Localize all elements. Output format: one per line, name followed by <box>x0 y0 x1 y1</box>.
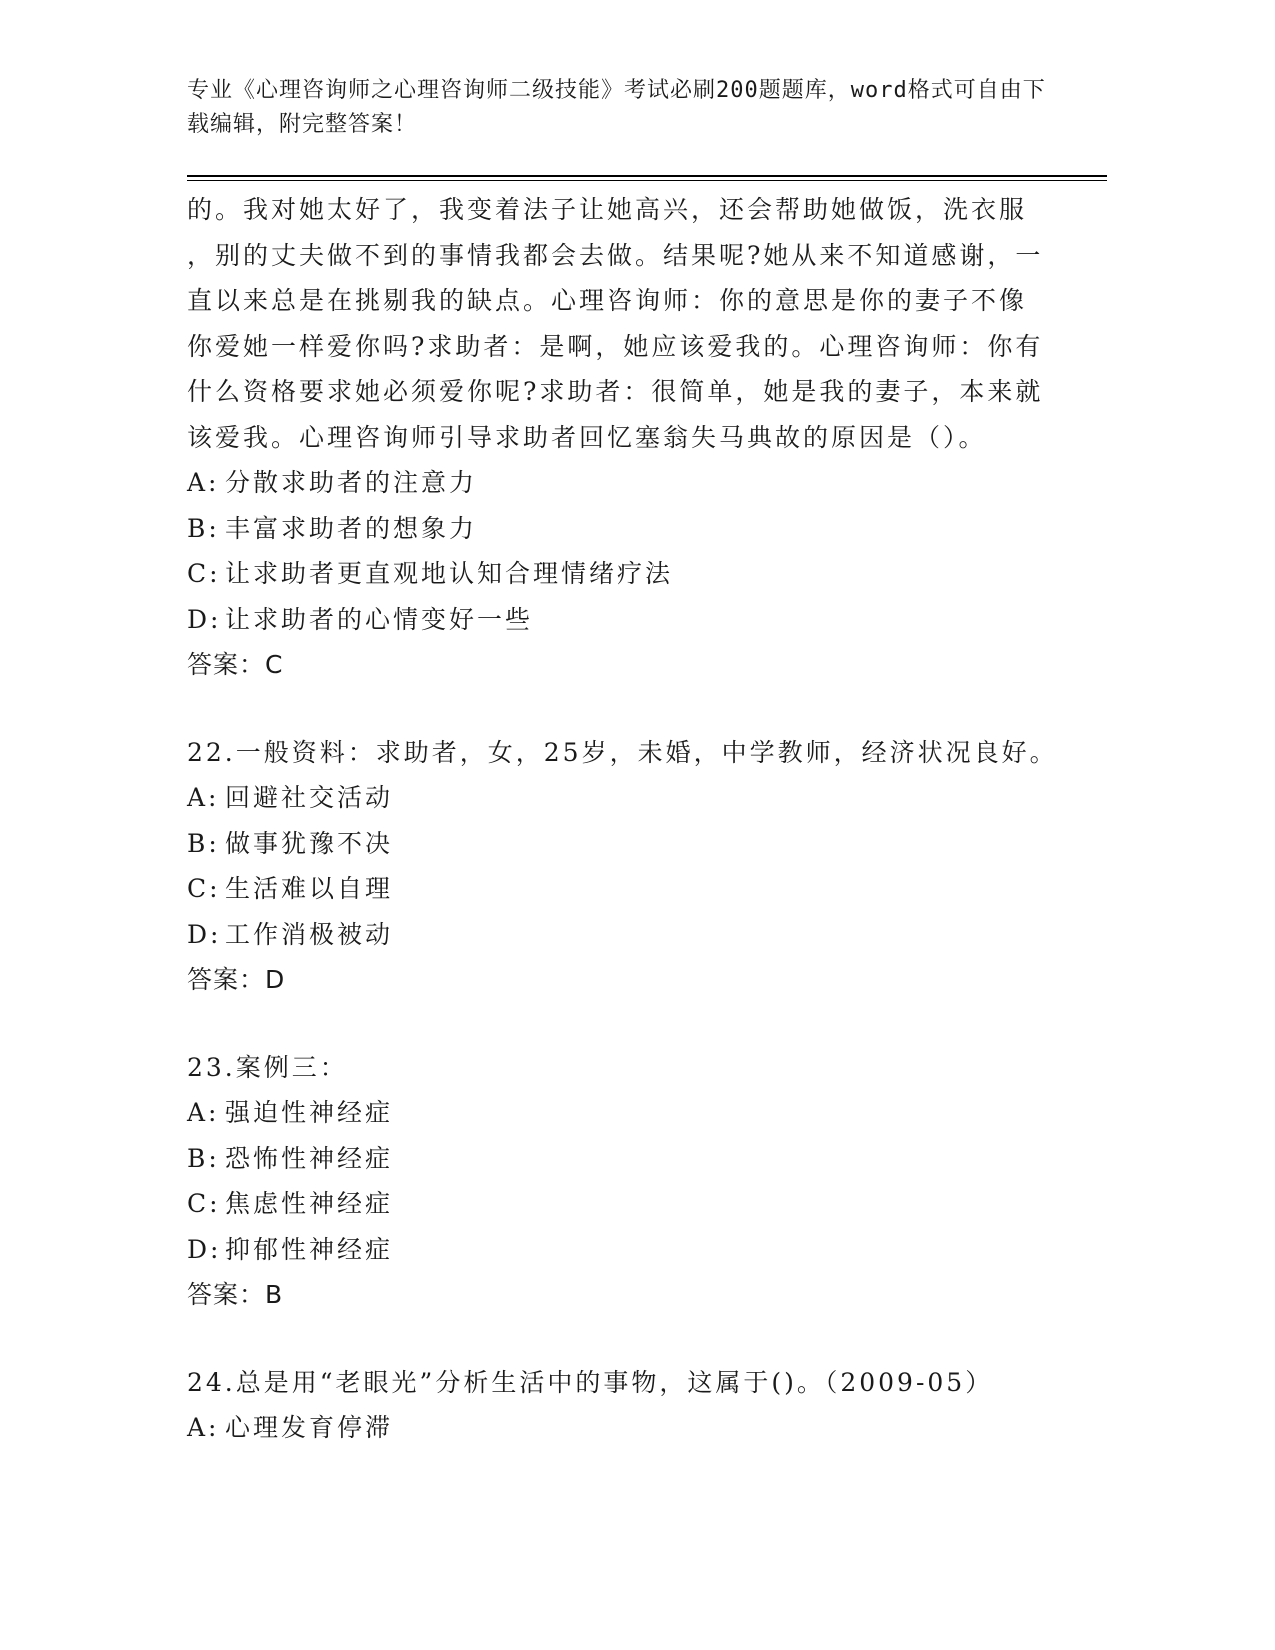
option-text: 让求助者的心情变好一些 <box>225 604 534 634</box>
option-text: 做事犹豫不决 <box>225 828 394 858</box>
question-text-line: 该爱我。心理咨询师引导求助者回忆塞翁失马典故的原因是（）。 <box>187 422 987 452</box>
option-text: 心理发育停滞 <box>225 1413 394 1442</box>
option-b <box>187 506 1087 552</box>
option-text: 恐怖性神经症 <box>225 1143 394 1173</box>
option-d <box>187 1227 1087 1273</box>
question-22 <box>187 730 1087 1003</box>
question-text-line: 直以来总是在挑剔我的缺点。心理咨询师：你的意思是你的妻子不像 <box>187 286 1028 315</box>
option-d <box>187 597 1087 643</box>
spacer <box>187 1003 1087 1045</box>
spacer <box>187 688 1087 730</box>
option-d <box>187 912 1087 958</box>
option-c <box>187 866 1087 912</box>
option-c <box>187 551 1087 597</box>
option-key: B: <box>187 828 220 858</box>
option-text: 焦虑性神经症 <box>225 1189 394 1218</box>
question-stem: 24.总是用“老眼光”分析生活中的事物，这属于()。（2009-05） <box>187 1367 994 1397</box>
option-key: A: <box>187 1098 220 1127</box>
question-23 <box>187 1045 1087 1318</box>
option-text: 强迫性神经症 <box>225 1098 394 1127</box>
question-text-line: 的。我对她太好了，我变着法子让她高兴，还会帮助她做饭，洗衣服 <box>187 195 1028 224</box>
option-text: 丰富求助者的想象力 <box>225 513 478 543</box>
question-text-line: 你爱她一样爱你吗?求助者：是啊，她应该爱我的。心理咨询师：你有 <box>187 331 1044 361</box>
answer-line: 答案：C <box>187 650 284 679</box>
answer-line: 答案：B <box>187 1280 284 1309</box>
option-a <box>187 1405 1087 1451</box>
spacer <box>187 1318 1087 1360</box>
answer-line: 答案：D <box>187 965 286 994</box>
option-key: A: <box>187 468 220 497</box>
option-text: 工作消极被动 <box>225 919 394 949</box>
question-text-line: 什么资格要求她必须爱你呢?求助者：很简单，她是我的妻子，本来就 <box>187 377 1044 406</box>
question-stem: 23.案例三： <box>187 1052 348 1082</box>
option-key: D: <box>187 604 222 634</box>
question-21-continuation <box>187 187 1087 688</box>
option-text: 生活难以自理 <box>225 874 394 903</box>
option-key: C: <box>187 874 221 903</box>
option-key: A: <box>187 1413 220 1442</box>
option-a <box>187 1090 1087 1136</box>
option-key: A: <box>187 783 220 812</box>
option-key: B: <box>187 1143 220 1173</box>
option-b <box>187 1136 1087 1182</box>
option-a <box>187 460 1087 506</box>
option-key: C: <box>187 1189 221 1218</box>
option-key: C: <box>187 559 221 588</box>
document-body <box>187 187 1087 1451</box>
option-b <box>187 821 1087 867</box>
header-divider-thick <box>187 175 1107 177</box>
header-divider-thin <box>187 180 1107 181</box>
question-24 <box>187 1360 1087 1451</box>
option-c <box>187 1181 1087 1227</box>
option-text: 让求助者更直观地认知合理情绪疗法 <box>225 559 674 588</box>
option-key: D: <box>187 919 222 949</box>
option-text: 分散求助者的注意力 <box>225 468 478 497</box>
option-key: D: <box>187 1234 222 1264</box>
option-key: B: <box>187 513 220 543</box>
option-text: 回避社交活动 <box>225 783 394 812</box>
question-text-line: ，别的丈夫做不到的事情我都会去做。结果呢?她从来不知道感谢，一 <box>187 240 1044 270</box>
question-stem: 22.一般资料：求助者，女，25岁，未婚，中学教师，经济状况良好。 <box>187 737 1058 767</box>
document-header: 专业《心理咨询师之心理咨询师二级技能》考试必刷200题题库，word格式可自由下载编辑，附完整答案！ <box>187 78 1046 137</box>
option-text: 抑郁性神经症 <box>225 1234 394 1264</box>
option-a <box>187 775 1087 821</box>
